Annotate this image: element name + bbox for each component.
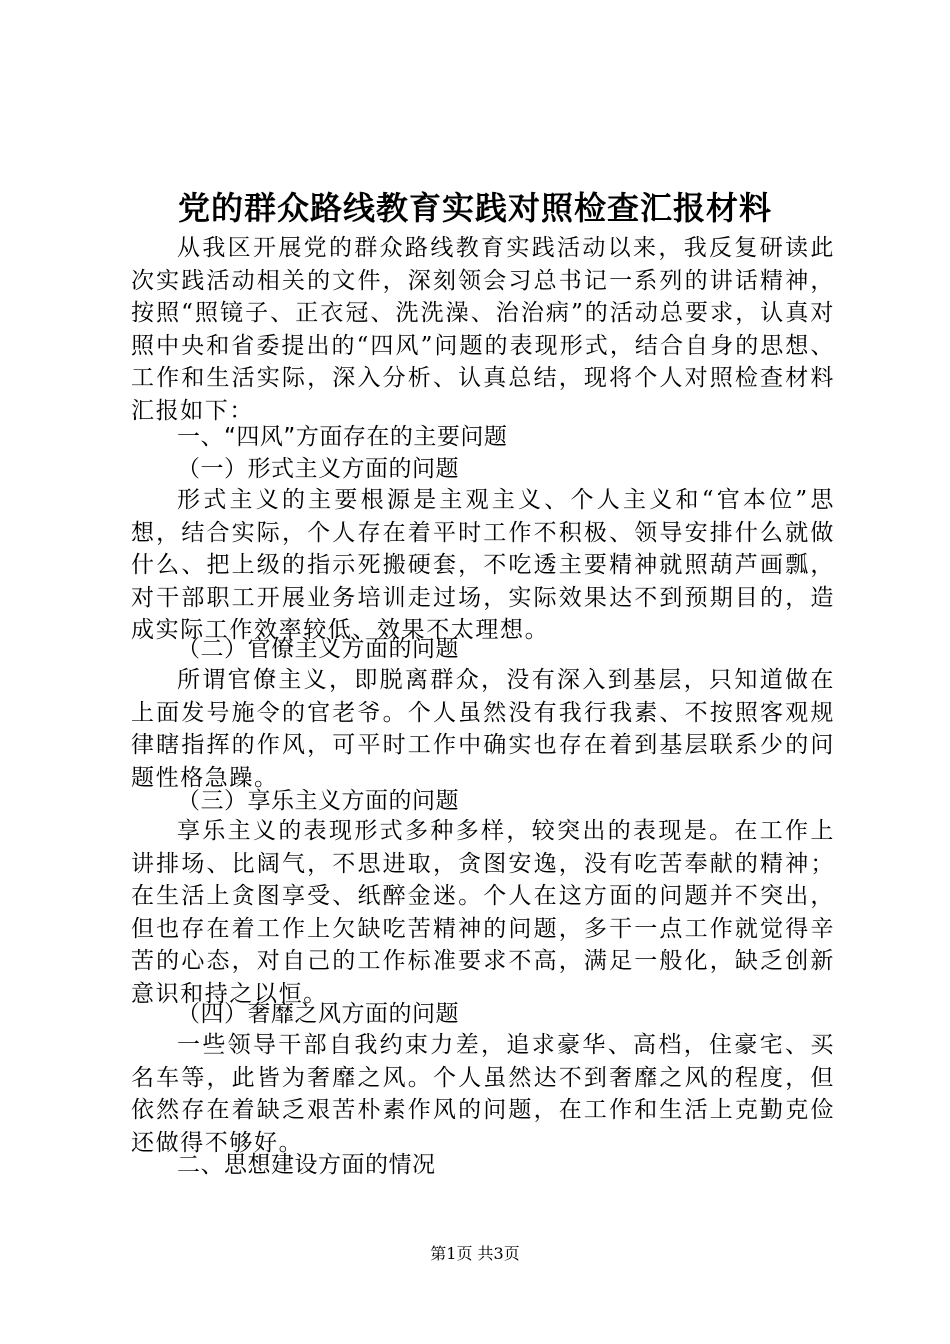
subsection-heading-4: （四）奢靡之风方面的问题	[177, 1001, 459, 1027]
subsection-heading-3: （三）享乐主义方面的问题	[177, 788, 459, 814]
intro-paragraph: 从我区开展党的群众路线教育实践活动以来，我反复研读此次实践活动相关的文件，深刻领会习总书记一系列的讲话精神，按照“照镜子、正衣冠、洗洗澡、治治病”的活动总要求，认真对照中央和省委提出的“四风”问题的表现形式，结合自身的思想、工作和生活实际，深入分析、认真总结，现将个人对照检查材料汇报如下：	[131, 235, 835, 424]
section-heading-1: 一、“四风”方面存在的主要问题	[177, 424, 508, 450]
subsection-heading-1: （一）形式主义方面的问题	[177, 456, 459, 482]
page-number: 第1页 共3页	[430, 1244, 520, 1263]
subsection-paragraph-1: 形式主义的主要根源是主观主义、个人主义和“官本位”思想，结合实际，个人存在着平时工作不积极、领导安排什么就做什么、把上级的指示死搬硬套，不吃透主要精神就照葫芦画瓢，对干部职工开展业务培训走过场，实际效果达不到预期目的，造成实际工作效率较低、效果不太理想。	[131, 487, 835, 643]
subsection-paragraph-3: 享乐主义的表现形式多种多样，较突出的表现是。在工作上讲排场、比阔气，不思进取，贪图安逸，没有吃苦奉献的精神；在生活上贪图享受、纸醉金迷。个人在这方面的问题并不突出，但也存在着工作上欠缺吃苦精神的问题，多干一点工作就觉得辛苦的心态，对自己的工作标准要求不高，满足一般化，缺乏创新意识和持之以恒。	[131, 818, 835, 1007]
subsection-paragraph-4: 一些领导干部自我约束力差，追求豪华、高档，住豪宅、买名车等，此皆为奢靡之风。个人虽然达不到奢靡之风的程度，但依然存在着缺乏艰苦朴素作风的问题，在工作和生活上克勤克俭还做得不够好。	[131, 1032, 835, 1156]
document-title: 党的群众路线教育实践对照检查汇报材料	[177, 189, 772, 227]
subsection-heading-2: （二）官僚主义方面的问题	[177, 636, 459, 662]
section-heading-2: 二、思想建设方面的情况	[177, 1152, 436, 1178]
subsection-paragraph-2: 所谓官僚主义，即脱离群众，没有深入到基层，只知道做在上面发号施令的官老爷。个人虽然没有我行我素、不按照客观规律瞎指挥的作风，可平时工作中确实也存在着到基层联系少的问题性格急躁。	[131, 667, 835, 791]
